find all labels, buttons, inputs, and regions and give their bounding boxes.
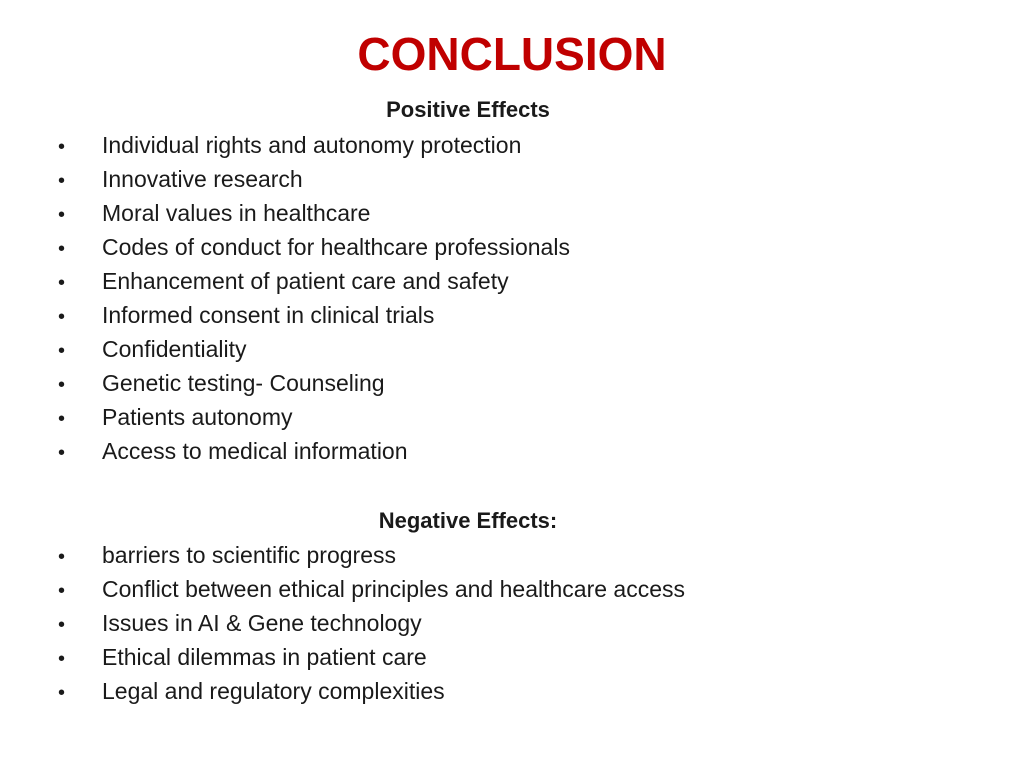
positive-effects-list <box>56 128 570 468</box>
list-item <box>56 128 570 162</box>
bullet-icon: • <box>58 136 66 158</box>
list-item-text: Legal and regulatory complexities <box>102 678 445 704</box>
list-item <box>56 538 685 572</box>
list-item-text: barriers to scientific progress <box>102 542 396 568</box>
bullet-icon: • <box>58 682 66 704</box>
negative-effects-list <box>56 538 685 708</box>
list-item <box>56 640 685 674</box>
bullet-icon: • <box>58 170 66 192</box>
list-item <box>56 196 570 230</box>
bullet-icon: • <box>58 272 66 294</box>
list-item <box>56 572 685 606</box>
list-item-text: Conflict between ethical principles and healthcare access <box>102 576 685 602</box>
list-item-text: Moral values in healthcare <box>102 200 371 226</box>
bullet-icon: • <box>58 614 66 636</box>
list-item <box>56 332 570 366</box>
bullet-icon: • <box>58 306 66 328</box>
list-item-text: Ethical dilemmas in patient care <box>102 644 427 670</box>
bullet-icon: • <box>58 546 66 568</box>
negative-effects-heading: Negative Effects: <box>378 508 558 533</box>
list-item <box>56 400 570 434</box>
bullet-icon: • <box>58 648 66 670</box>
list-item-text: Enhancement of patient care and safety <box>102 268 509 294</box>
list-item-text: Confidentiality <box>102 336 247 362</box>
list-item-text: Innovative research <box>102 166 303 192</box>
list-item <box>56 162 570 196</box>
list-item <box>56 230 570 264</box>
bullet-icon: • <box>58 204 66 226</box>
bullet-icon: • <box>58 238 66 260</box>
list-item <box>56 606 685 640</box>
list-item-text: Codes of conduct for healthcare professionals <box>102 234 570 260</box>
bullet-icon: • <box>58 580 66 602</box>
list-item <box>56 674 685 708</box>
positive-effects-heading: Positive Effects <box>386 97 550 122</box>
list-item-text: Patients autonomy <box>102 404 293 430</box>
bullet-icon: • <box>58 442 66 464</box>
slide-title: CONCLUSION <box>357 28 667 80</box>
bullet-icon: • <box>58 340 66 362</box>
list-item-text: Issues in AI & Gene technology <box>102 610 422 636</box>
list-item-text: Genetic testing- Counseling <box>102 370 385 396</box>
list-item <box>56 298 570 332</box>
bullet-icon: • <box>58 408 66 430</box>
list-item <box>56 264 570 298</box>
bullet-icon: • <box>58 374 66 396</box>
list-item <box>56 434 570 468</box>
list-item-text: Individual rights and autonomy protection <box>102 132 522 158</box>
list-item <box>56 366 570 400</box>
list-item-text: Access to medical information <box>102 438 408 464</box>
list-item-text: Informed consent in clinical trials <box>102 302 435 328</box>
